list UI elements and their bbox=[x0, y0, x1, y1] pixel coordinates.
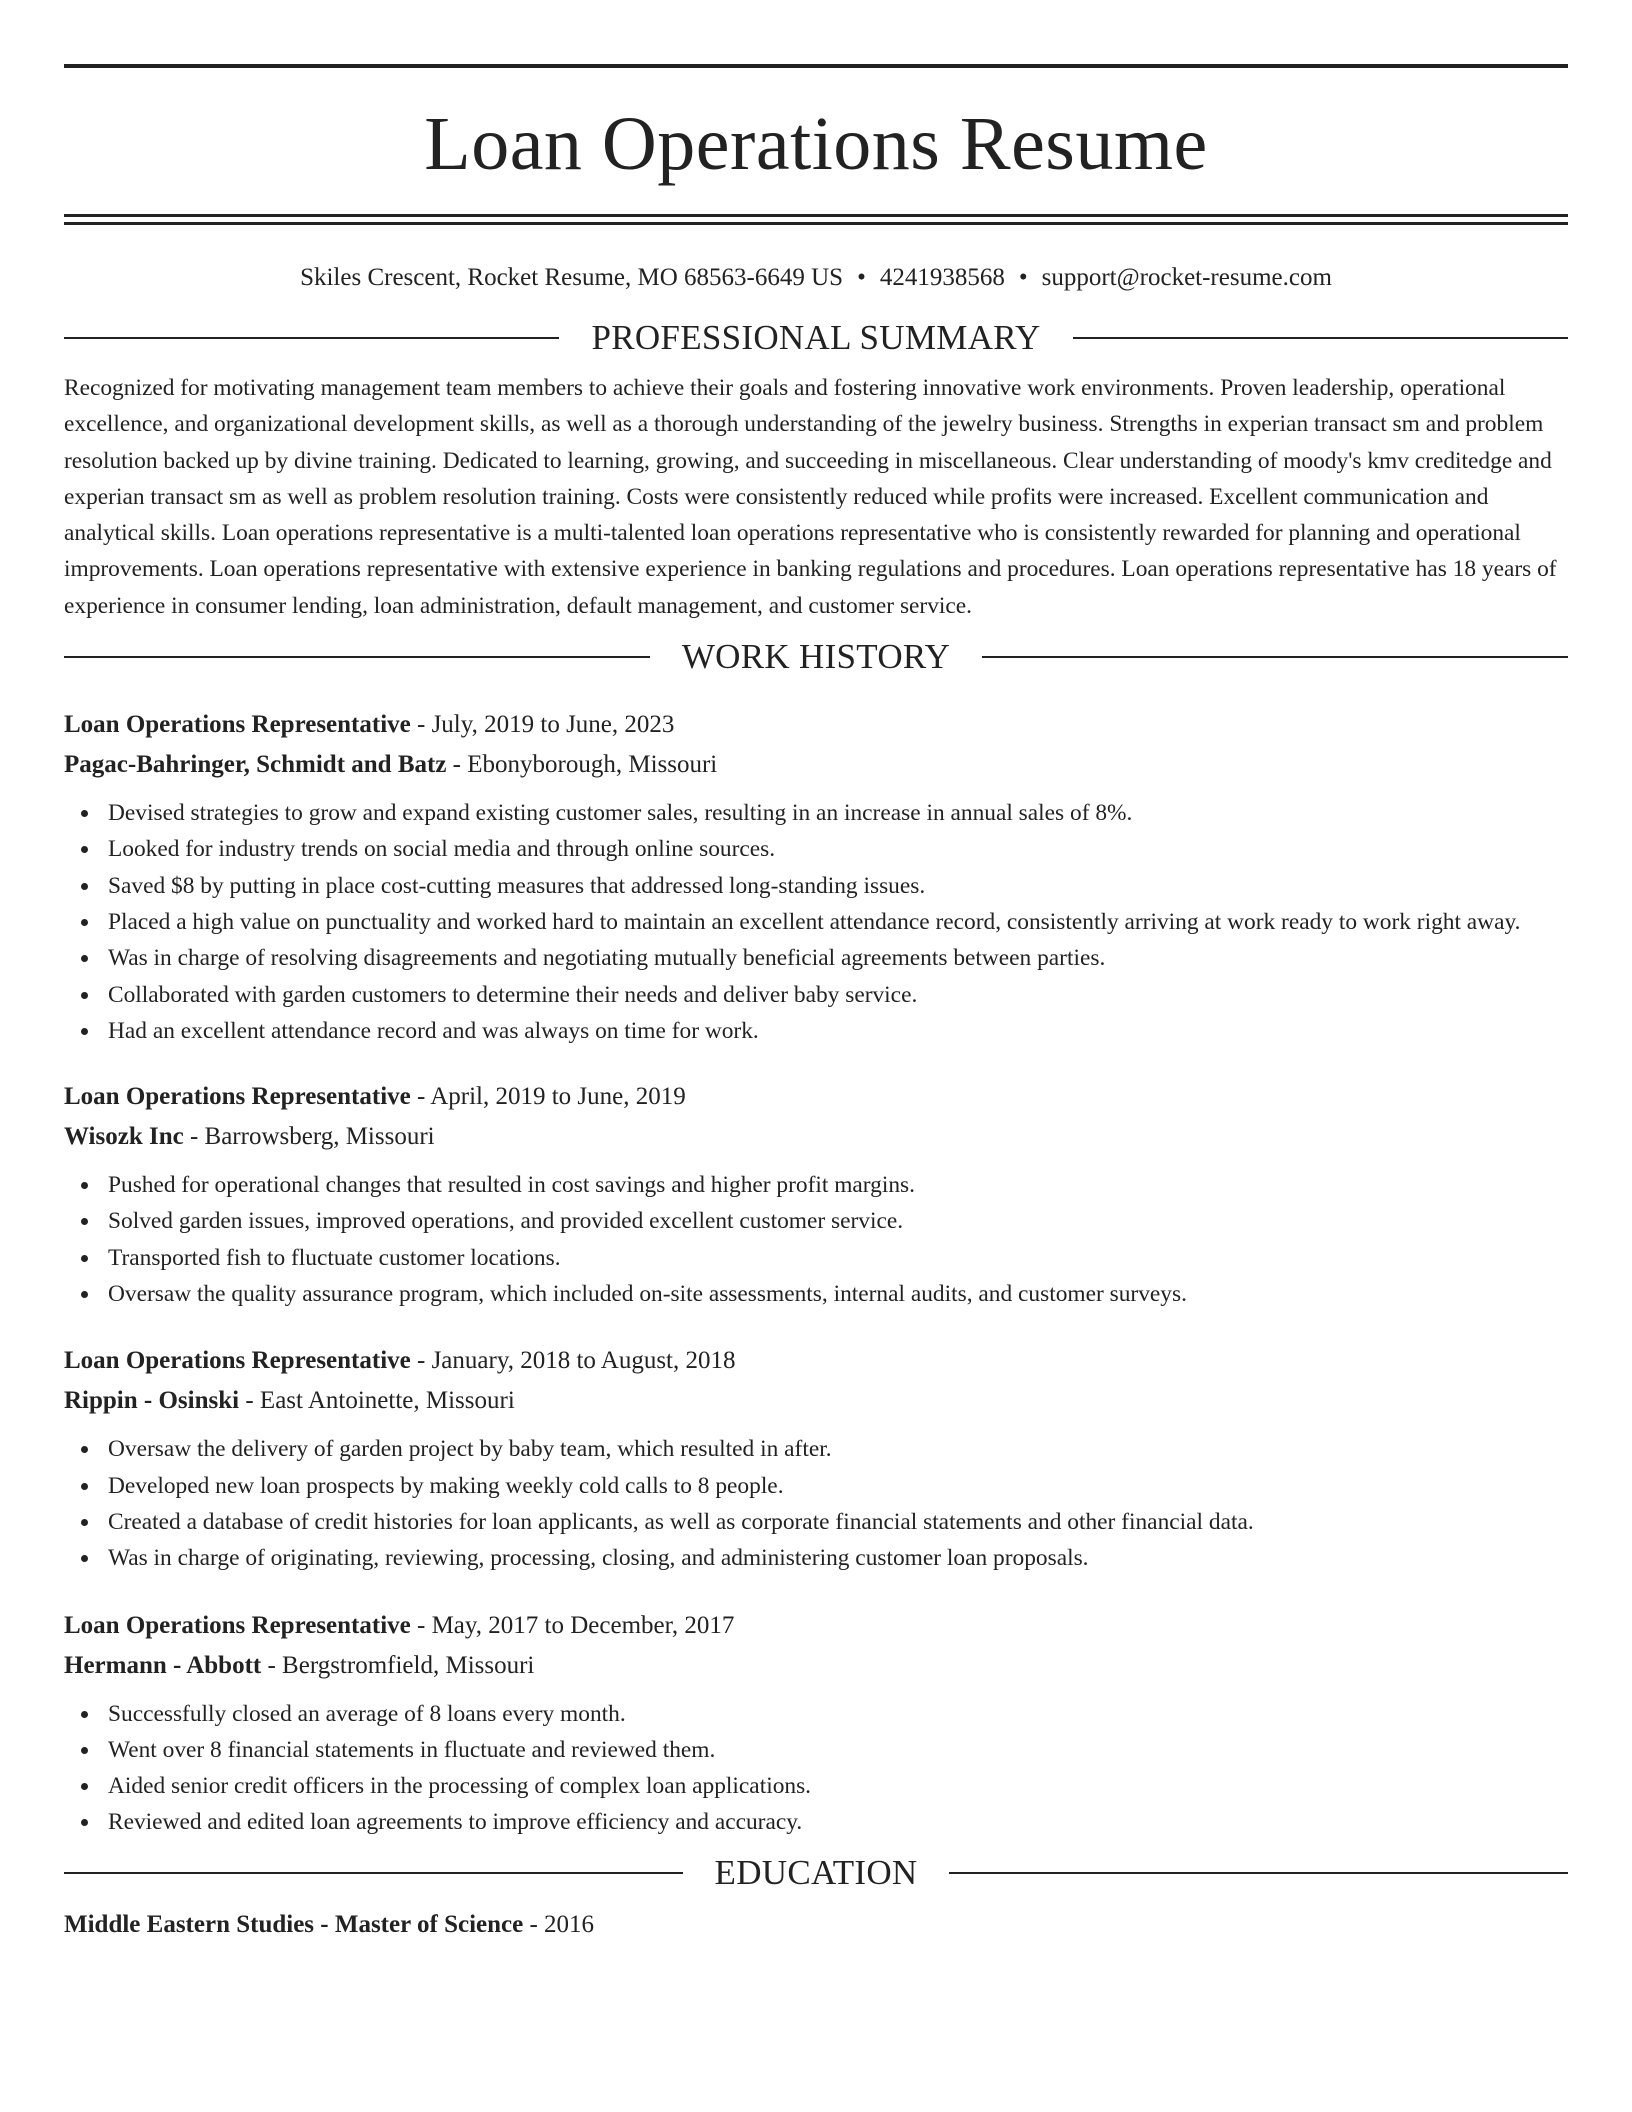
job-company-line bbox=[64, 1381, 1568, 1421]
job-bullet-item: Had an excellent attendance record and was always on time for work. bbox=[64, 1013, 1568, 1049]
work-history-list bbox=[64, 705, 1568, 1841]
job-company: Pagac-Bahringer, Schmidt and Batz bbox=[64, 751, 447, 779]
job-company: Rippin - Osinski bbox=[64, 1387, 240, 1415]
job-dates: - January, 2018 to August, 2018 bbox=[410, 1347, 736, 1375]
job-title: Loan Operations Representative bbox=[64, 1611, 411, 1639]
job-bullet-item: Looked for industry trends on social media and through online sources. bbox=[64, 831, 1568, 867]
job-title: Loan Operations Representative bbox=[64, 711, 411, 739]
education-degree: Middle Eastern Studies - Master of Science bbox=[64, 1910, 524, 1938]
job-bullet-item: Placed a high value on punctuality and worked hard to maintain an excellent attendance record, consistently arriving at work ready to work right away. bbox=[64, 904, 1568, 940]
job-title-line bbox=[64, 1077, 1568, 1117]
heading-rule-left bbox=[64, 337, 559, 339]
job-company: Hermann - Abbott bbox=[64, 1651, 262, 1679]
title-double-rule bbox=[64, 214, 1568, 225]
job-entry bbox=[64, 1341, 1568, 1576]
summary-section-heading bbox=[64, 318, 1568, 358]
job-bullet-list bbox=[64, 1167, 1568, 1312]
contact-email: support@rocket-resume.com bbox=[1041, 264, 1332, 291]
work-section-heading bbox=[64, 637, 1568, 677]
job-company-line bbox=[64, 1646, 1568, 1686]
heading-rule-left bbox=[64, 656, 650, 658]
job-entry bbox=[64, 1606, 1568, 1841]
job-dates: - July, 2019 to June, 2023 bbox=[410, 711, 675, 739]
job-bullet-list bbox=[64, 1696, 1568, 1841]
job-bullet-item: Developed new loan prospects by making weekly cold calls to 8 people. bbox=[64, 1468, 1568, 1504]
job-location: - Ebonyborough, Missouri bbox=[446, 751, 718, 779]
job-location: - Bergstromfield, Missouri bbox=[261, 1651, 535, 1679]
job-bullet-item: Collaborated with garden customers to determine their needs and deliver baby service. bbox=[64, 977, 1568, 1013]
job-entry bbox=[64, 705, 1568, 1049]
top-rule bbox=[64, 64, 1568, 68]
job-title-line bbox=[64, 705, 1568, 745]
job-bullet-item: Transported fish to fluctuate customer locations. bbox=[64, 1240, 1568, 1276]
job-dates: - May, 2017 to December, 2017 bbox=[410, 1611, 735, 1639]
job-bullet-item: Oversaw the quality assurance program, which included on-site assessments, internal audits, and customer surveys. bbox=[64, 1276, 1568, 1312]
job-bullet-item: Was in charge of resolving disagreements and negotiating mutually beneficial agreements between parties. bbox=[64, 940, 1568, 976]
job-bullet-item: Saved $8 by putting in place cost-cutting measures that addressed long-standing issues. bbox=[64, 868, 1568, 904]
heading-rule-left bbox=[64, 1872, 683, 1874]
job-company-line bbox=[64, 745, 1568, 785]
job-bullet-item: Aided senior credit officers in the processing of complex loan applications. bbox=[64, 1768, 1568, 1804]
job-bullet-item: Went over 8 financial statements in fluctuate and reviewed them. bbox=[64, 1732, 1568, 1768]
resume-page bbox=[64, 64, 1568, 1945]
summary-text: Recognized for motivating management team members to achieve their goals and fostering innovative work environments. Proven leadership, operational excellence, and organizational development skills, as well as a thorough understanding of the jewelry business. Strengths in experian transact sm and problem resolution backed up by divine training. Dedicated to learning, growing, and succeeding in miscellaneous. Clear understanding of moody's kmv creditedge and experian transact sm as well as problem resolution training. Costs were consistently reduced while profits were increased. Excellent communication and analytical skills. Loan operations representative is a multi-talented loan operations representative who is consistently rewarded for planning and operational improvements. Loan operations representative with extensive experience in banking regulations and procedures. Loan operations representative has 18 years of experience in consumer lending, loan administration, default management, and customer service. bbox=[64, 375, 1557, 619]
job-bullet-item: Solved garden issues, improved operations, and provided excellent customer service. bbox=[64, 1203, 1568, 1239]
job-company-line bbox=[64, 1117, 1568, 1157]
job-bullet-item: Pushed for operational changes that resulted in cost savings and higher profit margins. bbox=[64, 1167, 1568, 1203]
job-company: Wisozk Inc bbox=[64, 1123, 184, 1151]
job-bullet-list bbox=[64, 1431, 1568, 1576]
job-title: Loan Operations Representative bbox=[64, 1083, 411, 1111]
job-title-line bbox=[64, 1606, 1568, 1646]
summary-heading-label: PROFESSIONAL SUMMARY bbox=[591, 318, 1041, 357]
education-entry bbox=[64, 1905, 1568, 1945]
job-entry bbox=[64, 1077, 1568, 1312]
job-title-line bbox=[64, 1341, 1568, 1381]
heading-rule-right bbox=[1073, 337, 1568, 339]
job-title: Loan Operations Representative bbox=[64, 1347, 411, 1375]
job-bullet-item: Was in charge of originating, reviewing, processing, closing, and administering customer loan proposals. bbox=[64, 1540, 1568, 1576]
heading-rule-right bbox=[949, 1872, 1568, 1874]
job-location: - East Antoinette, Missouri bbox=[239, 1387, 515, 1415]
job-bullet-item: Successfully closed an average of 8 loans every month. bbox=[64, 1696, 1568, 1732]
education-year: - 2016 bbox=[523, 1910, 595, 1938]
education-heading-label: EDUCATION bbox=[714, 1852, 918, 1892]
contact-separator: • bbox=[857, 264, 866, 291]
contact-address: Skiles Crescent, Rocket Resume, MO 68563-6649 US bbox=[300, 264, 844, 291]
contact-separator: • bbox=[1018, 264, 1028, 291]
job-bullet-item: Reviewed and edited loan agreements to improve efficiency and accuracy. bbox=[64, 1804, 1568, 1840]
job-bullet-item: Oversaw the delivery of garden project by baby team, which resulted in after. bbox=[64, 1431, 1568, 1467]
education-section-heading bbox=[64, 1853, 1568, 1893]
job-bullet-item: Created a database of credit histories for loan applicants, as well as corporate financial statements and other financial data. bbox=[64, 1504, 1568, 1540]
page-title: Loan Operations Resume bbox=[424, 102, 1208, 186]
job-bullet-list bbox=[64, 795, 1568, 1049]
job-bullet-item: Devised strategies to grow and expand existing customer sales, resulting in an increase in annual sales of 8%. bbox=[64, 795, 1568, 831]
job-location: - Barrowsberg, Missouri bbox=[183, 1123, 435, 1151]
job-dates: - April, 2019 to June, 2019 bbox=[410, 1083, 686, 1111]
work-heading-label: WORK HISTORY bbox=[681, 637, 951, 677]
contact-line bbox=[64, 261, 1568, 295]
heading-rule-right bbox=[982, 656, 1568, 658]
contact-phone: 4241938568 bbox=[879, 264, 1005, 291]
